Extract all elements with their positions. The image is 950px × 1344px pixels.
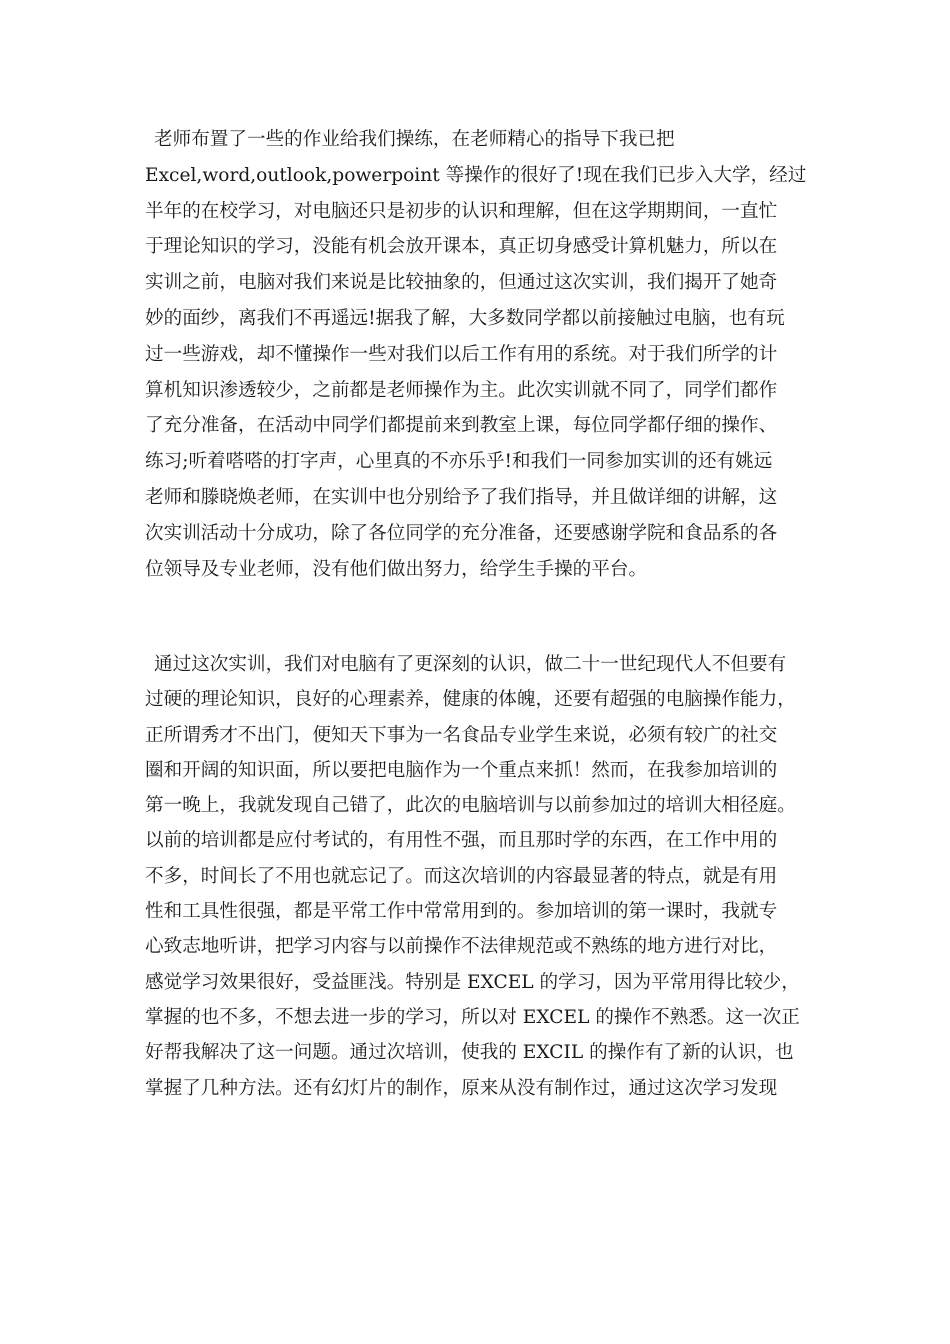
- text-line: 通过这次实训，我们对电脑有了更深刻的认识，做二十一世纪现代人不但要有: [154, 654, 787, 675]
- text-line: Excel,word,outlook,powerpoint 等操作的很好了!现在我们已步入大学，经过: [145, 164, 807, 186]
- text-line: 老师布置了一些的作业给我们操练，在老师精心的指导下我已把: [154, 129, 675, 150]
- text-line: 第一晚上，我就发现自己错了，此次的电脑培训与以前参加过的培训大相径庭。: [145, 795, 796, 817]
- text-line: 于理论知识的学习，没能有机会放开课本，真正切身感受计算机魅力，所以在: [145, 236, 778, 258]
- text-line: 半年的在校学习，对电脑还只是初步的认识和理解，但在这学期期间，一直忙: [145, 200, 778, 222]
- text-line: 正所谓秀才不出门，便知天下事为一名食品专业学生来说，必须有较广的社交: [145, 724, 778, 746]
- text-line: 老师和滕晓焕老师，在实训中也分别给予了我们指导，并且做详细的讲解，这: [145, 486, 778, 508]
- text-line: 掌握的也不多，不想去进一步的学习，所以对 EXCEL 的操作不熟悉。这一次正: [145, 1006, 800, 1028]
- text-line: 以前的培训都是应付考试的，有用性不强，而且那时学的东西，在工作中用的: [145, 830, 778, 852]
- text-line: 了充分准备，在活动中同学们都提前来到教室上课，每位同学都仔细的操作、: [145, 415, 778, 437]
- text-line: 过硬的理论知识，良好的心理素养，健康的体魄，还要有超强的电脑操作能力，: [145, 689, 796, 711]
- text-line: 算机知识渗透较少，之前都是老师操作为主。此次实训就不同了，同学们都作: [145, 379, 778, 401]
- text-line: 实训之前，电脑对我们来说是比较抽象的，但通过这次实训，我们揭开了她奇: [145, 272, 778, 294]
- text-line: 好帮我解决了这一问题。通过次培训，使我的 EXCIL 的操作有了新的认识，也: [145, 1042, 794, 1064]
- text-line: 位领导及专业老师，没有他们做出努力，给学生手操的平台。: [145, 558, 648, 580]
- text-line: 过一些游戏，却不懂操作一些对我们以后工作有用的系统。对于我们所学的计: [145, 343, 778, 365]
- text-line: 掌握了几种方法。还有幻灯片的制作，原来从没有制作过，通过这次学习发现: [145, 1077, 778, 1099]
- text-line: 性和工具性很强，都是平常工作中常常用到的。参加培训的第一课时，我就专: [145, 901, 778, 923]
- text-line: 次实训活动十分成功，除了各位同学的充分准备，还要感谢学院和食品系的各: [145, 522, 778, 544]
- text-line: 心致志地听讲，把学习内容与以前操作不法律规范或不熟练的地方进行对比，: [145, 936, 778, 958]
- text-line: 妙的面纱，离我们不再遥远!据我了解，大多数同学都以前接触过电脑，也有玩: [145, 307, 785, 329]
- text-line: 感觉学习效果很好，受益匪浅。特别是 EXCEL 的学习，因为平常用得比较少，: [145, 971, 800, 993]
- text-line: 不多，时间长了不用也就忘记了。而这次培训的内容最显著的特点，就是有用: [145, 865, 778, 887]
- text-line: 圈和开阔的知识面，所以要把电脑作为一个重点来抓！然而，在我参加培训的: [145, 759, 778, 781]
- paragraph-1: [145, 122, 817, 587]
- text-line: 练习;听着嗒嗒的打字声，心里真的不亦乐乎!和我们一同参加实训的还有姚远: [145, 451, 773, 473]
- paragraph-2: [145, 647, 817, 1106]
